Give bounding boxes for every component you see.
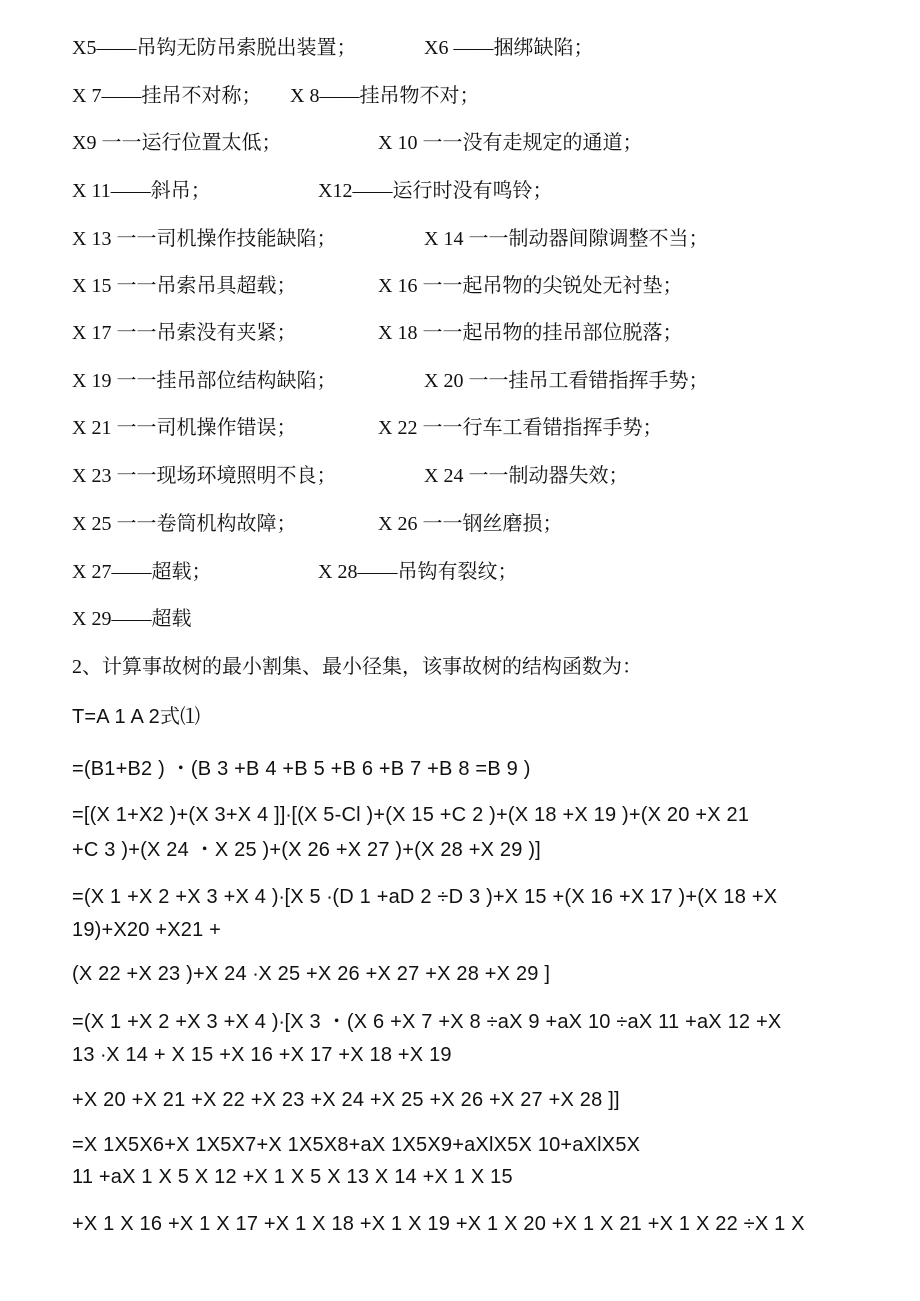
- event-single: X 29——超载: [72, 608, 192, 630]
- event-right: X 10 一一没有走规定的通道；: [378, 132, 643, 154]
- event-left: X 27——超载；: [72, 561, 212, 583]
- equation-line: =(X 1 +X 2 +X 3 +X 4 )∙[X 3 ・(X 6 +X 7 +X 8 ÷aX 9 +aX 10 ÷aX 11 +aX 12 +X: [72, 1011, 782, 1033]
- equation-line: =X 1X5X6+X 1X5X7+X 1X5X8+aX 1X5X9+aXlX5X 10+aXlX5X: [72, 1134, 641, 1156]
- event-right: X 18 一一起吊物的挂吊部位脱落；: [378, 322, 683, 344]
- equation-line: +C 3 )+(X 24 ・X 25 )+(X 26 +X 27 )+(X 28 +X 29 )]: [72, 839, 541, 861]
- event-right: X12——运行时没有鸣铃；: [318, 180, 553, 202]
- event-row: [72, 560, 518, 584]
- event-right: X 8——挂吊物不对；: [290, 85, 480, 107]
- equation-line: =(X 1 +X 2 +X 3 +X 4 )∙[X 5 ∙(D 1 +aD 2 ÷D 3 )+X 15 +(X 16 +X 17 )+(X 18 +X: [72, 886, 778, 908]
- event-row: [72, 227, 709, 251]
- event-left: X 21 一一司机操作错误；: [72, 417, 297, 439]
- equation-line: 19)+X20 +X21 +: [72, 919, 222, 941]
- equation-line: =(B1+B2 ) ・(B 3 +B 4 +B 5 +B 6 +B 7 +B 8 =B 9 ): [72, 758, 531, 780]
- event-right: X 26 一一钢丝磨损；: [378, 513, 563, 535]
- event-right: X 22 一一行车工看错指挥手势；: [378, 417, 663, 439]
- event-row: [72, 179, 553, 203]
- event-right: X 14 一一制动器间隙调整不当；: [424, 228, 709, 250]
- event-right: X 24 一一制动器失效；: [424, 465, 629, 487]
- event-right: X 28——吊钩有裂纹；: [318, 561, 518, 583]
- event-right: X6 ——捆绑缺陷；: [424, 37, 594, 59]
- event-left: X 19 一一挂吊部位结构缺陷；: [72, 370, 337, 392]
- event-row: [72, 131, 643, 155]
- event-row: [72, 274, 683, 298]
- event-row: [72, 607, 191, 631]
- event-left: X 17 一一吊索没有夹紧；: [72, 322, 297, 344]
- event-left: X 11——斜吊；: [72, 180, 211, 202]
- equation-line: 11 +aX 1 X 5 X 12 +X 1 X 5 X 13 X 14 +X 1 X 15: [72, 1166, 513, 1188]
- event-left: X 25 一一卷筒机构故障；: [72, 513, 297, 535]
- event-row: [72, 321, 683, 345]
- equation-line: +X 1 X 16 +X 1 X 17 +X 1 X 18 +X 1 X 19 +X 1 X 20 +X 1 X 21 +X 1 X 22 ÷X 1 X: [72, 1213, 805, 1235]
- equation-line: (X 22 +X 23 )+X 24 ∙X 25 +X 26 +X 27 +X 28 +X 29 ]: [72, 963, 551, 985]
- equation-line: +X 20 +X 21 +X 22 +X 23 +X 24 +X 25 +X 26 +X 27 +X 28 ]]: [72, 1089, 620, 1111]
- section-heading: 2、计算事故树的最小割集、最小径集，该事故树的结构函数为：: [72, 656, 642, 678]
- event-row: [72, 36, 594, 60]
- equation-line: 13 ∙X 14 + X 15 +X 16 +X 17 +X 18 +X 19: [72, 1044, 452, 1066]
- event-row: [72, 416, 663, 440]
- event-left: X 13 一一司机操作技能缺陷；: [72, 228, 337, 250]
- event-row: [72, 464, 629, 488]
- event-left: X 15 一一吊索吊具超载；: [72, 275, 297, 297]
- event-left: X9 一一运行位置太低；: [72, 132, 282, 154]
- event-row: [72, 512, 563, 536]
- event-row: [72, 84, 480, 108]
- event-left: X 23 一一现场环境照明不良；: [72, 465, 337, 487]
- event-right: X 20 一一挂吊工看错指挥手势；: [424, 370, 709, 392]
- event-left: X 7——挂吊不对称；: [72, 85, 262, 107]
- event-right: X 16 一一起吊物的尖锐处无衬垫；: [378, 275, 683, 297]
- formula-intro: T=A 1 A 2式⑴: [72, 706, 201, 728]
- event-row: [72, 369, 709, 393]
- equation-line: =[(X 1+X2 )+(X 3+X 4 ]]∙[(X 5-Cl )+(X 15 +C 2 )+(X 18 +X 19 )+(X 20 +X 21: [72, 804, 750, 826]
- event-left: X5——吊钩无防吊索脱出装置；: [72, 37, 357, 59]
